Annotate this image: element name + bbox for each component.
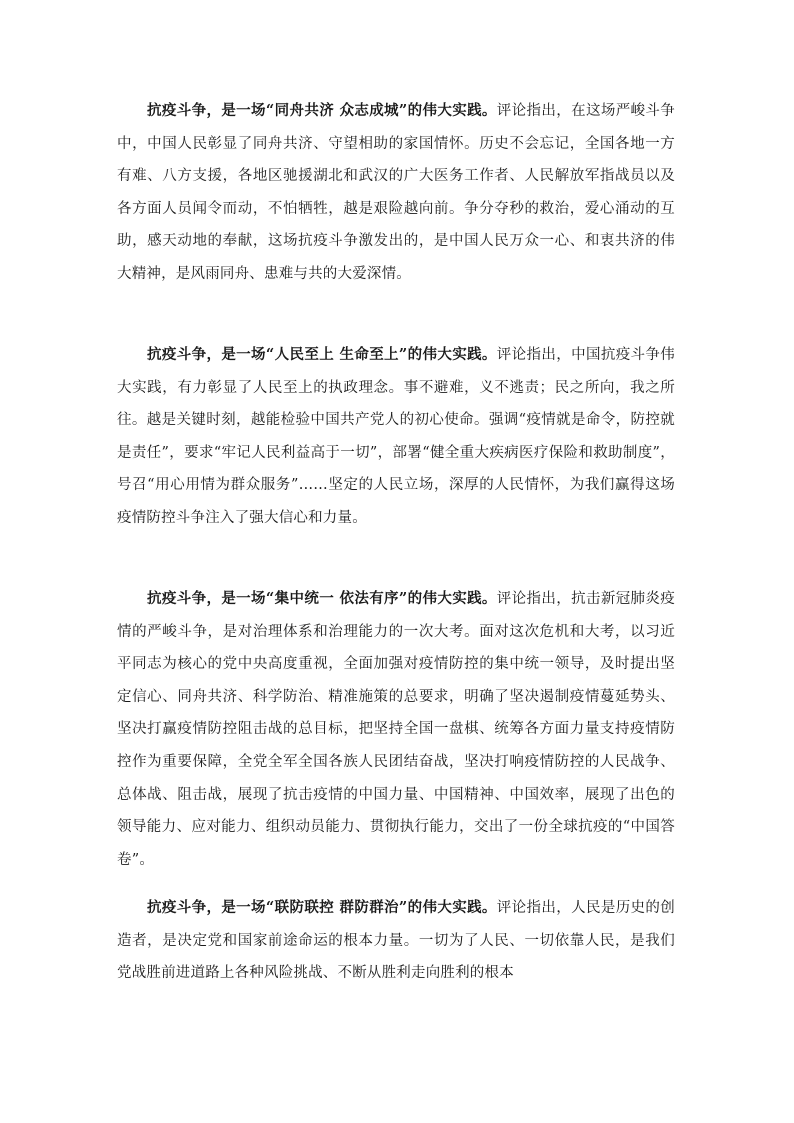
paragraph-4-lead: 抗疫斗争，是一场“联防联控 群防群治”的伟大实践。	[147, 899, 497, 916]
paragraph-3-body: 评论指出，抗击新冠肺炎疫情的严峻斗争，是对治理体系和治理能力的一次大考。面对这次危机和大考，以习近平同志为核心的党中央高度重视，全面加强对疫情防控的集中统一领导，及时提出坚定信心、同舟共济、科学防治、精准施策的总要求，明确了坚决遏制疫情蔓延势头、坚决打赢疫情防控阻击战的总目标，把坚持全国一盘棋、统筹各方面力量支持疫情防控作为重要保障，全党全军全国各族人民团结奋战，坚决打响疫情防控的人民战争、总体战、阻击战，展现了抗击疫情的中国力量、中国精神、中国效率，展现了出色的领导能力、应对能力、组织动员能力、贯彻执行能力，交出了一份全球抗疫的“中国答卷”。	[117, 591, 675, 868]
paragraph-4	[117, 892, 675, 990]
paragraph-2-lead: 抗疫斗争，是一场“人民至上 生命至上”的伟大实践。	[147, 346, 497, 363]
paragraph-2	[117, 339, 675, 535]
paragraph-4-body: 评论指出，人民是历史的创造者，是决定党和国家前途命运的根本力量。一切为了人民、一切依靠人民，是我们党战胜前进道路上各种风险挑战、不断从胜利走向胜利的根本	[117, 900, 675, 982]
paragraph-1	[117, 95, 675, 291]
paragraph-2-body: 评论指出，中国抗疫斗争伟大实践，有力彰显了人民至上的执政理念。事不避难，义不逃责；民之所向，我之所往。越是关键时刻，越能检验中国共产党人的初心使命。强调“疫情就是命令，防控就是责任”，要求“牢记人民利益高于一切”，部署“健全重大疾病医疗保险和救助制度”，号召“用心用情为群众服务”……坚定的人民立场，深厚的人民情怀，为我们赢得这场疫情防控斗争注入了强大信心和力量。	[117, 347, 675, 526]
paragraph-3	[117, 583, 675, 876]
paragraph-1-lead: 抗疫斗争，是一场“同舟共济 众志成城”的伟大实践。	[147, 102, 497, 119]
paragraph-1-body: 评论指出，在这场严峻斗争中，中国人民彰显了同舟共济、守望相助的家国情怀。历史不会忘记，全国各地一方有难、八方支援，各地区驰援湖北和武汉的广大医务工作者、人民解放军指战员以及各方面人员闻令而动，不怕牺牲，越是艰险越向前。争分夺秒的救治，爱心涌动的互助，感天动地的奉献，这场抗疫斗争激发出的，是中国人民万众一心、和衷共济的伟大精神，是风雨同舟、患难与共的大爱深情。	[117, 103, 675, 282]
paragraph-3-lead: 抗疫斗争，是一场“集中统一 依法有序”的伟大实践。	[147, 590, 497, 607]
